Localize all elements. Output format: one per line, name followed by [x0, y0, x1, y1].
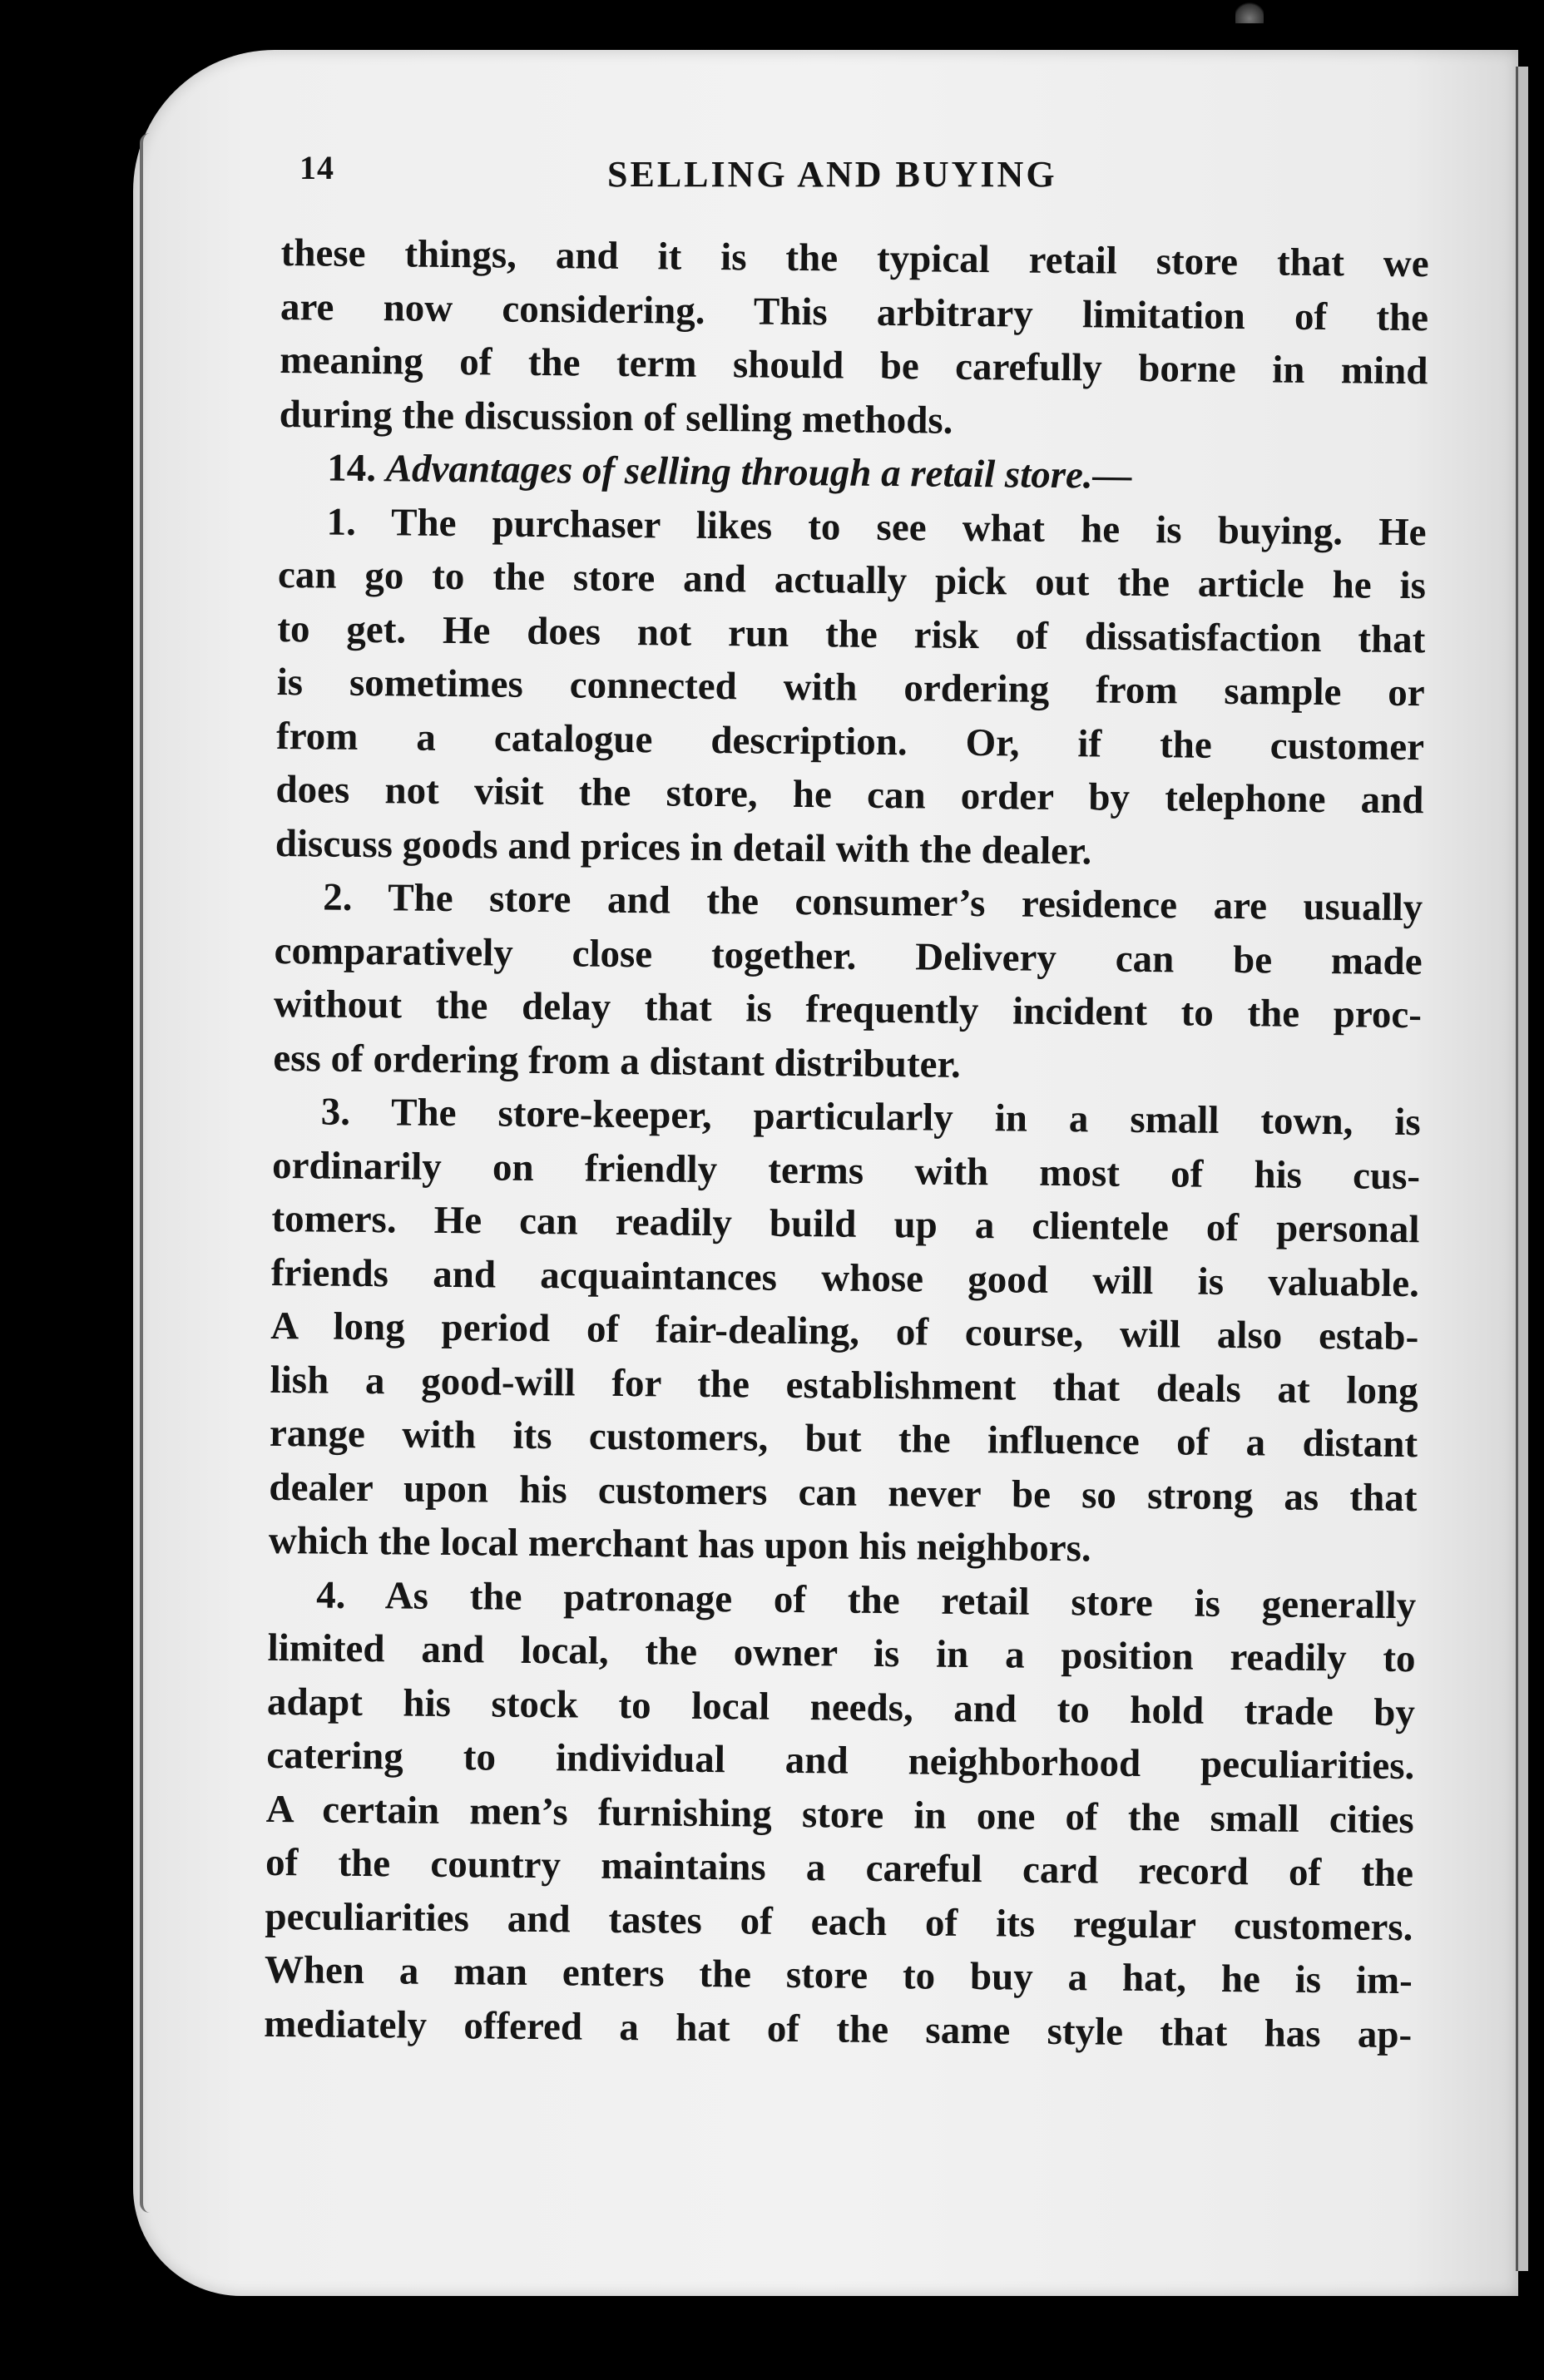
text-line: comparatively close together. Delivery can be made — [274, 928, 1423, 983]
text-line: without the delay that is frequently incident to the proc- — [273, 982, 1423, 1037]
text-line: When a man enters the store to buy a hat, he is im- — [264, 1947, 1413, 2003]
text-line: during the discussion of selling methods. — [279, 392, 953, 443]
text-line: is sometimes connected with ordering from sample or — [276, 660, 1425, 715]
page-right-edge — [1516, 67, 1528, 2271]
section-number: 14. — [326, 446, 386, 491]
text-line: does not visit the store, he can order by telephone and — [275, 767, 1424, 823]
text-line: from a catalogue description. Or, if the customer — [275, 714, 1425, 769]
text-line: 2. The store and the consumer’s residence are usually — [323, 875, 1423, 930]
body-text — [264, 226, 1429, 2061]
binding-mark — [1235, 0, 1264, 23]
text-line: 3. The store-keeper, particularly in a small town, is — [320, 1090, 1421, 1145]
text-line: adapt his stock to local needs, and to hold trade by — [266, 1680, 1416, 1734]
text-line: dealer upon his customers can never be so strong as that — [269, 1465, 1418, 1520]
text-line: 4. As the patronage of the retail store is generally — [315, 1572, 1417, 1627]
text-line: mediately offered a hat of the same style that has ap- — [264, 2001, 1413, 2056]
section-title: Advantages of selling through a retail store.— — [385, 447, 1132, 497]
page-left-edge — [140, 133, 150, 2213]
text-line: meaning of the term should be carefully borne in mind — [280, 338, 1428, 393]
text-line: range with its customers, but the influence of a distant — [269, 1411, 1418, 1467]
text-line: peculiarities and tastes of each of its regular customers. — [265, 1894, 1413, 1949]
page-number: 14 — [299, 149, 334, 186]
text-line: 1. The purchaser likes to see what he is buying. He — [326, 500, 1427, 554]
page-header — [299, 148, 1131, 206]
running-head: SELLING AND BUYING — [607, 154, 1057, 195]
text-line: catering to individual and neighborhood peculiarities. — [266, 1733, 1415, 1789]
text-line: tomers. He can readily build up a clientele of personal — [271, 1196, 1420, 1252]
text-line: limited and local, the owner is in a position readily to — [267, 1625, 1416, 1681]
text-line: lish a good-will for the establishment that deals at long — [270, 1358, 1418, 1413]
text-line: to get. He does not run the risk of dissatisfaction that — [277, 606, 1426, 661]
text-line: A long period of fair-dealing, of course, will also estab- — [270, 1304, 1419, 1359]
text-line: can go to the store and actually pick out the article he is — [277, 552, 1427, 608]
text-line: of the country maintains a careful card record of the — [265, 1840, 1414, 1896]
text-line: are now considering. This arbitrary limitation of the — [280, 285, 1429, 339]
text-line: these things, and it is the typical retail store that we — [280, 230, 1429, 286]
text-line: friends and acquaintances whose good will is valuable. — [270, 1250, 1420, 1305]
text-line: ordinarily on friendly terms with most of his cus- — [271, 1143, 1421, 1198]
text-line: discuss goods and prices in detail with the dealer. — [275, 821, 1092, 873]
text-line: A certain men’s furnishing store in one of the small cities — [265, 1787, 1414, 1842]
text-line: ess of ordering from a distant distributer. — [273, 1036, 962, 1086]
text-line: which the local merchant has upon his neighbors. — [268, 1518, 1091, 1571]
